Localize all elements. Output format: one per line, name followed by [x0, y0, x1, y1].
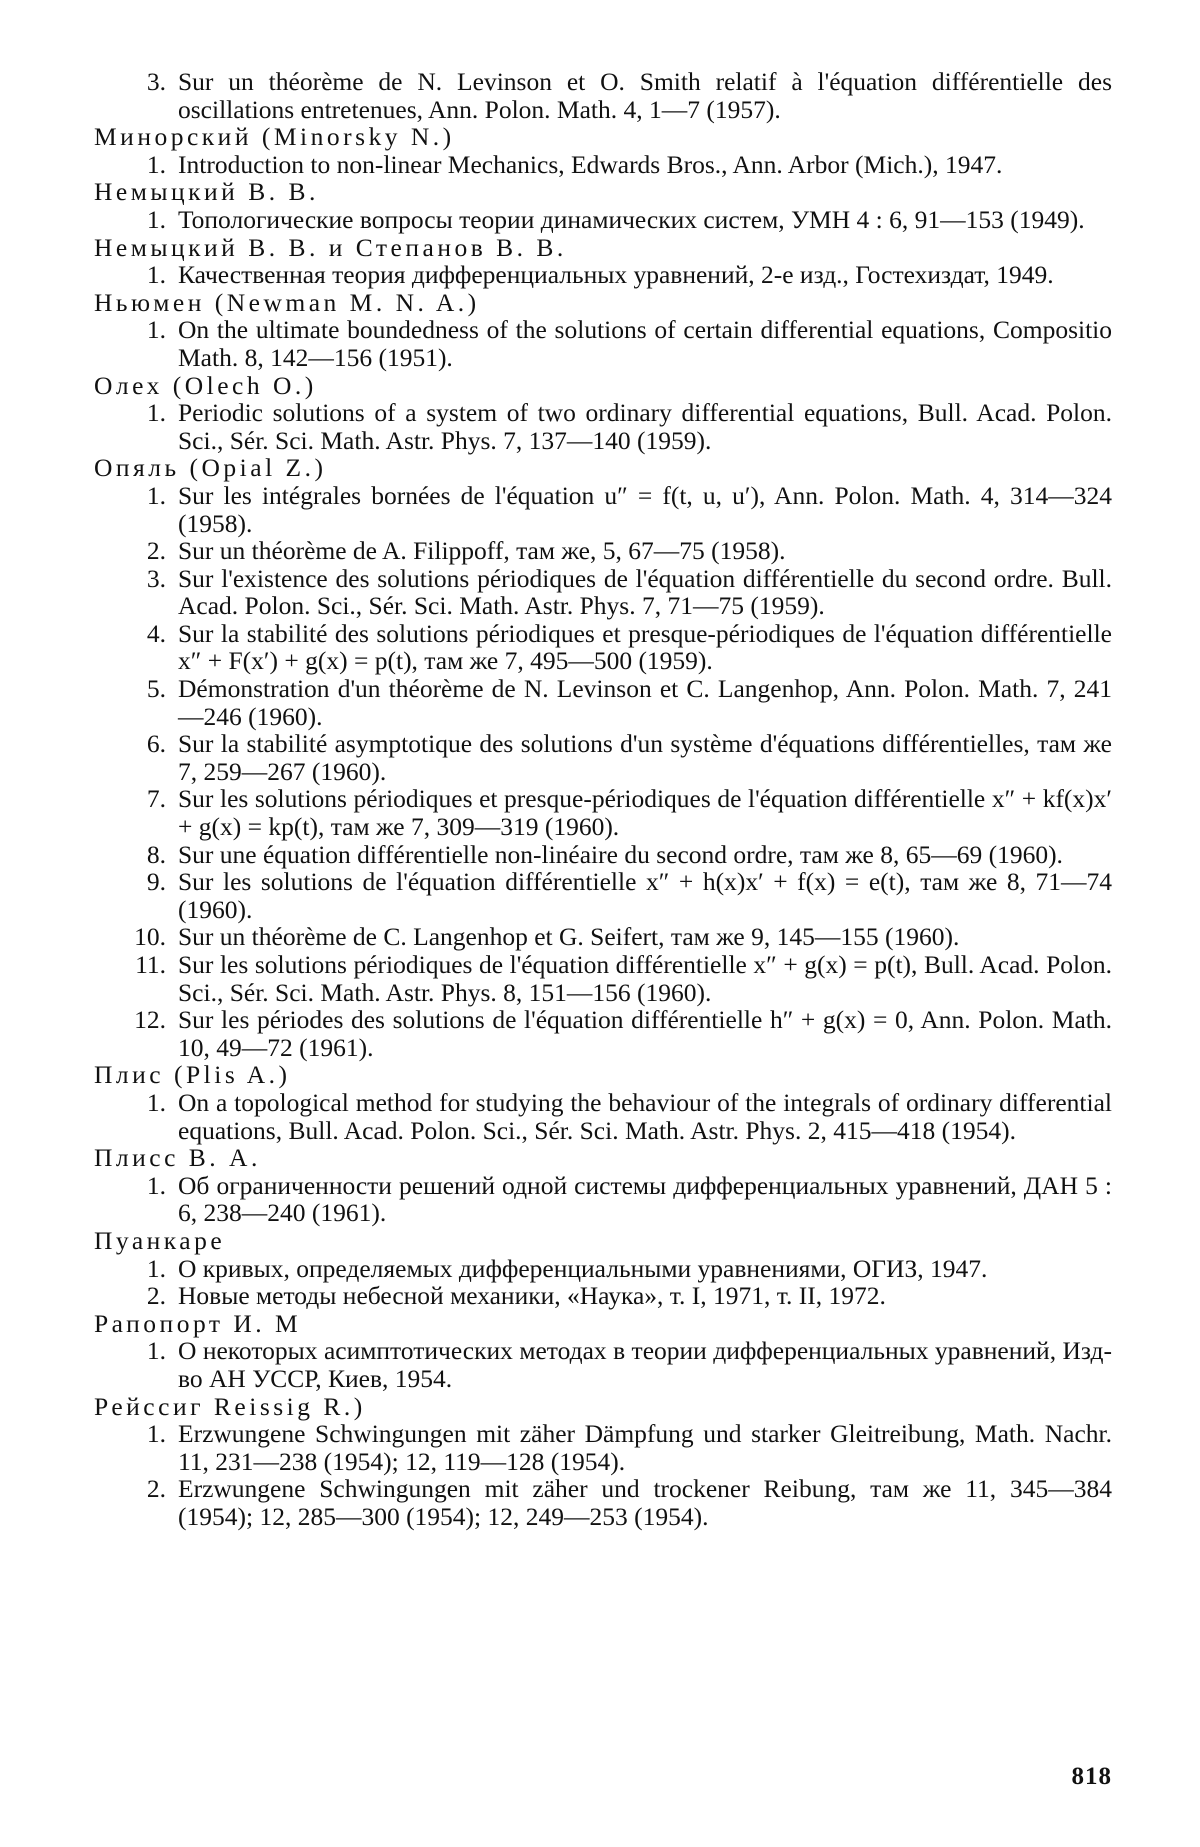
reference-text: Об ограниченности решений одной системы дифференциальных уравнений, ДАН 5 : 6, 238—240 (1961). [178, 1170, 1112, 1228]
reference-text: О кривых, определяемых дифференциальными уравнениями, ОГИЗ, 1947. [178, 1253, 988, 1283]
reference-number: 1. [146, 398, 166, 428]
reference-text: Erzwungene Schwingungen mit zäher Dämpfung und starker Gleitreibung, Math. Nachr. 11, 231—238 (1954); 12, 119—128 (1954). [178, 1419, 1112, 1476]
author-heading: Немыцкий В. В. и Степанов В. В. [94, 232, 567, 262]
reference-text: Sur un théorème de C. Langenhop et G. Seifert, там же 9, 145—155 (1960). [178, 922, 960, 952]
reference-entry [94, 68, 1112, 123]
reference-entry [94, 675, 1112, 730]
author-heading: Ньюмен (Newman M. N. A.) [94, 287, 480, 317]
reference-entry [94, 1006, 1112, 1061]
reference-text: On a topological method for studying the behaviour of the integrals of ordinary differential equations, Bull. Acad. Polon. Sci., Sér. Sci. Math. Astr. Phys. 2, 415—418 (1954). [178, 1087, 1112, 1145]
author-heading: Рапопорт И. М [94, 1308, 302, 1338]
reference-number: 1. [146, 204, 166, 234]
reference-number: 8. [146, 839, 166, 869]
reference-entry [94, 841, 1112, 869]
reference-entry [94, 1089, 1112, 1144]
author-heading: Плис (Plis A.) [94, 1060, 291, 1090]
reference-number: 10. [134, 922, 166, 952]
reference-number: 5. [146, 674, 166, 704]
author-heading: Опяль (Opial Z.) [94, 453, 327, 483]
author-heading: Олех (Olech O.) [94, 370, 317, 400]
reference-text: Sur une équation différentielle non-linéaire du second ordre, там же 8, 65—69 (1960). [178, 839, 1063, 869]
reference-text: Sur la stabilité asymptotique des solutions d'un système d'équations différentielles, там же 7, 259—267 (1960). [178, 729, 1112, 786]
reference-entry [94, 1255, 1112, 1283]
reference-text: Sur les intégrales bornées de l'équation u″ = f(t, u, u′), Ann. Polon. Math. 4, 314—324 (1958). [178, 480, 1112, 538]
reference-number: 1. [146, 480, 166, 510]
reference-number: 2. [146, 1281, 166, 1311]
reference-entry [94, 1475, 1112, 1530]
bibliography-list [94, 68, 1112, 1530]
reference-entry [94, 1172, 1112, 1227]
reference-number: 1. [146, 1170, 166, 1200]
reference-entry [94, 1282, 1112, 1310]
reference-number: 1. [146, 260, 166, 290]
reference-text: Erzwungene Schwingungen mit zäher und trockener Reibung, там же 11, 345—384 (1954); 12, 285—300 (1954); 12, 249—253 (1954). [178, 1474, 1112, 1531]
reference-text: Sur les solutions périodiques de l'équation différentielle x″ + g(x) = p(t), Bull. Acad. Polon. Sci., Sér. Sci. Math. Astr. Phys. 8, 151—156 (1960). [178, 950, 1112, 1007]
reference-entry [94, 923, 1112, 951]
reference-text: Sur l'existence des solutions périodiques de l'équation différentielle du second ordre. Bull. Acad. Polon. Sci., Sér. Sci. Math. Astr. Phys. 7, 71—75 (1959). [178, 563, 1112, 621]
author-heading: Минорский (Minorsky N.) [94, 122, 455, 152]
reference-entry [94, 1420, 1112, 1475]
reference-entry [94, 785, 1112, 840]
reference-text: Démonstration d'un théorème de N. Levinson et C. Langenhop, Ann. Polon. Math. 7, 241—246 (1960). [178, 674, 1112, 731]
reference-number: 11. [135, 950, 166, 979]
author-heading: Немыцкий В. В. [94, 177, 319, 207]
reference-number: 1. [146, 1087, 166, 1117]
reference-number: 1. [146, 1336, 166, 1366]
reference-entry [94, 206, 1112, 234]
reference-entry [94, 565, 1112, 620]
author-heading: Плисс В. А. [94, 1143, 261, 1173]
reference-text: Sur les périodes des solutions de l'équation différentielle h″ + g(x) = 0, Ann. Polon. Math. 10, 49—72 (1961). [178, 1005, 1112, 1062]
author-heading: Пуанкаре [94, 1225, 226, 1255]
reference-number: 3. [146, 563, 166, 593]
reference-number: 7. [146, 784, 166, 814]
reference-number: 2. [146, 536, 166, 566]
reference-number: 12. [134, 1005, 166, 1035]
reference-text: Новые методы небесной механики, «Наука», т. I, 1971, т. II, 1972. [178, 1281, 886, 1311]
reference-entry [94, 951, 1112, 1006]
reference-entry [94, 1337, 1112, 1392]
reference-text: Introduction to non-linear Mechanics, Edwards Bros., Ann. Arbor (Mich.), 1947. [178, 149, 1003, 179]
page-number: 818 [1071, 1763, 1112, 1790]
reference-number: 3. [146, 67, 166, 96]
reference-text: О некоторых асимптотических методах в теории дифференциальных уравнений, Изд-во АН УССР, Киев, 1954. [178, 1336, 1112, 1393]
reference-entry [94, 316, 1112, 371]
reference-number: 6. [146, 729, 166, 759]
reference-number: 1. [146, 1253, 166, 1283]
reference-entry [94, 868, 1112, 923]
reference-entry [94, 399, 1112, 454]
reference-entry [94, 730, 1112, 785]
reference-number: 2. [146, 1474, 166, 1504]
reference-entry [94, 261, 1112, 289]
reference-number: 1. [146, 315, 166, 345]
reference-text: Sur la stabilité des solutions périodiques et presque-périodiques de l'équation différentielle x″ + F(x′) + g(x) = p(t), там же 7, 495—500 (1959). [178, 618, 1112, 676]
reference-text: Топологические вопросы теории динамических систем, УМН 4 : 6, 91—153 (1949). [178, 204, 1085, 234]
reference-text: Sur les solutions de l'équation différentielle x″ + h(x)x′ + f(x) = e(t), там же 8, 71—74 (1960). [178, 867, 1112, 924]
reference-text: Качественная теория дифференциальных уравнений, 2-е изд., Гостехиздат, 1949. [178, 260, 1054, 290]
author-heading: Рейссиг Reissig R.) [94, 1391, 366, 1421]
reference-text: On the ultimate boundedness of the solutions of certain differential equations, Compositio Math. 8, 142—156 (1951). [178, 315, 1112, 372]
reference-entry [94, 620, 1112, 675]
reference-number: 1. [146, 149, 166, 179]
reference-number: 1. [146, 1419, 166, 1449]
reference-text: Sur les solutions périodiques et presque-périodiques de l'équation différentielle x″ + kf(x)x′ + g(x) = kp(t), там же 7, 309—319 (1960). [178, 784, 1112, 842]
reference-entry [94, 482, 1112, 537]
reference-text: Sur un théorème de N. Levinson et O. Smith relatif à l'équation différentielle des oscillations entretenues, Ann. Polon. Math. 4, 1—7 (1957). [178, 67, 1112, 124]
reference-entry [94, 537, 1112, 565]
reference-entry [94, 151, 1112, 179]
reference-text: Sur un théorème de A. Filippoff, там же, 5, 67—75 (1958). [178, 536, 786, 566]
reference-text: Periodic solutions of a system of two ordinary differential equations, Bull. Acad. Polon. Sci., Sér. Sci. Math. Astr. Phys. 7, 137—140 (1959). [178, 398, 1112, 455]
reference-number: 9. [146, 867, 166, 897]
reference-number: 4. [146, 618, 166, 648]
